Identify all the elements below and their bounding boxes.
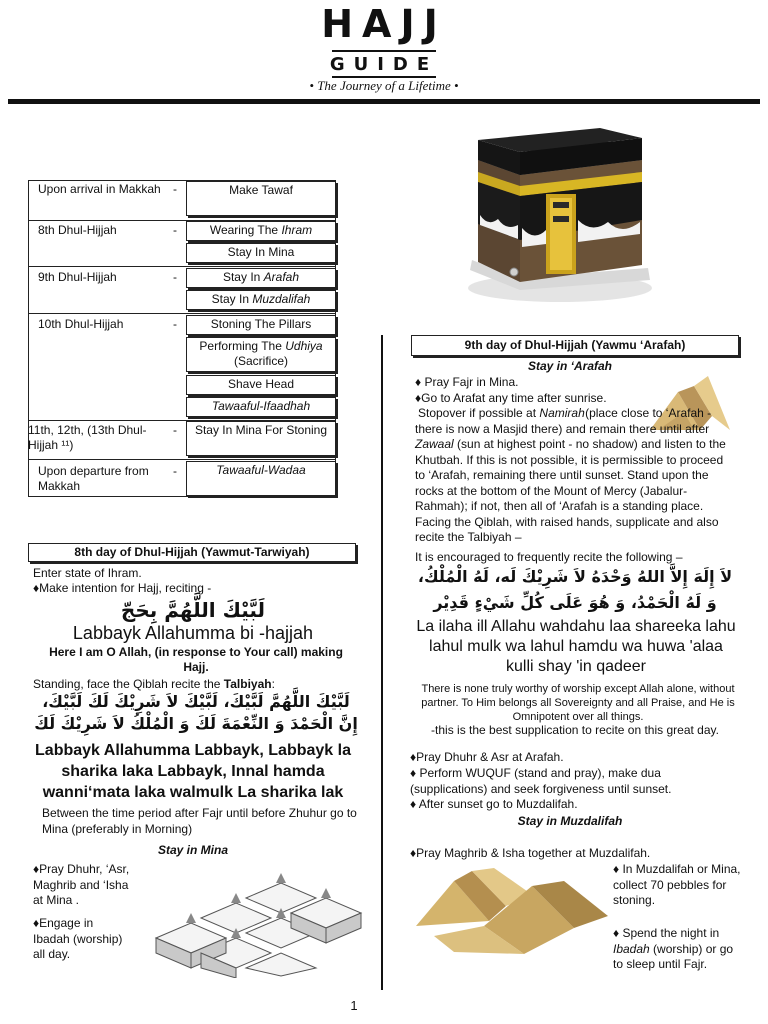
schedule-item: Stay In Arafah [186, 268, 336, 288]
schedule-item: Make Tawaf [186, 181, 336, 216]
column-divider [381, 335, 383, 990]
muzdalifah-bullet-pebbles: ♦ In Muzdalifah or Mina, collect 70 pebbles for stoning. [613, 862, 741, 907]
day8-transliteration-intention: Labbayk Allahumma bi -hajjah [72, 623, 314, 643]
schedule-item: Stoning The Pillars [186, 315, 336, 335]
schedule-dash: - [173, 223, 177, 237]
table-row-divider [28, 459, 336, 460]
schedule-item: Wearing The Ihram [186, 221, 336, 241]
day9-bullet-arafat: ♦Go to Arafat any time after sunrise. [415, 391, 607, 405]
schedule-dash: - [173, 270, 177, 284]
day8-stay-mina-heading: Stay in Mina [157, 843, 228, 857]
schedule-item: Stay In Muzdalifah [186, 290, 336, 310]
day9-heading: 9th day of Dhul-Hijjah (Yawmu ‘Arafah) [411, 335, 739, 356]
schedule-dash: - [173, 423, 177, 437]
day9-arabic-2: وَ لَهُ الْحَمْدُ، وَ هُوَ عَلَى كُلِّ شَيْءٍ قَدِيْر [433, 593, 717, 612]
schedule-date: 11th, 12th, (13th Dhul-Hijjah ¹¹) [28, 423, 147, 452]
schedule-date: 9th Dhul-Hijjah [38, 270, 117, 284]
day8-talbiyah-instruction: Standing, face the Qiblah recite the Talbiyah: [33, 677, 275, 691]
schedule-item: Performing The Udhiya (Sacrifice) [186, 337, 336, 372]
day9-bullet-muzdalifah: ♦ After sunset go to Muzdalifah. [410, 797, 578, 811]
day9-meaning: There is none truly worthy of worship except Allah alone, without partner. To Him belongs all Sovereignty and all Praise, and He is Omnipotent over all things. [421, 683, 735, 723]
schedule-dash: - [173, 182, 177, 196]
day9-paragraph-top: Stopover if possible at Namirah [418, 406, 585, 420]
day9-transliteration: La ilaha ill Allahu wahdahu laa shareeka lahu lahul mulk wa lahul hamdu wa huwa 'alaa kulli shay 'in qadeer [416, 618, 736, 675]
page-number: 1 [350, 998, 358, 1013]
day9-bullet-wuquf: ♦ Perform WUQUF (stand and pray), make dua (supplications) and seek forgiveness until sunset. [410, 766, 672, 796]
day8-transliteration-talbiyah: Labbayk Allahumma Labbayk, Labbayk la sharika laka Labbayk, Innal hamda wanni‘mata laka walmulk La sharika lak [35, 742, 351, 801]
schedule-date: 10th Dhul-Hijjah [38, 317, 124, 331]
day9-encouragement: It is encouraged to frequently recite the following – [415, 550, 683, 564]
schedule-item: Stay In Mina [186, 243, 336, 263]
day8-mina-bullet-2: ♦Engage in Ibadah (worship) all day. [33, 916, 123, 961]
day8-intention-line: ♦Make intention for Hajj, reciting - [33, 581, 212, 595]
day8-mina-bullet-1: ♦Pray Dhuhr, ‘Asr, Maghrib and ‘Isha at Mina . [33, 862, 130, 907]
day8-arabic-intention: لَبَّيْكَ اللَّهُمَّ بِحَجّ [120, 598, 266, 622]
day9-paragraph: (place close to ‘Arafah - there is now a Masjid there) and remain there until after Zawaal (sun at highest point - no shadow) and listen to the Khutbah. If this is not possible, it is permissible to proceed to ‘Arafah, remaining there until sunset. Stand upon the rocks at the bottom of the Mount of Mercy (Jabalur-Rahmah); if not, then all of ‘Arafah is a standing place. Facing the Qiblah, with raised hands, supplicate and also recite the Talbiyah – [415, 406, 726, 544]
day8-arabic-talbiyah-1: لَبَّيْكَ اللَّهُمَّ لَبَّيْكَ، لَبَّيْكَ لاَ شَرِيْكَ لَكَ لَبَّيْكَ، [42, 692, 350, 711]
schedule-dash: - [173, 317, 177, 331]
table-row-divider [28, 266, 336, 267]
masthead-bar [8, 99, 760, 104]
day8-time-note: Between the time period after Fajr until before Zhuhur go to Mina (preferably in Morning) [42, 806, 357, 836]
masthead-tagline: • The Journey of a Lifetime • [309, 78, 459, 93]
day9-stay-muzdalifah-heading: Stay in Muzdalifah [517, 814, 623, 828]
day9-stay-arafah-heading: Stay in ‘Arafah [527, 359, 613, 373]
schedule-item: Stay In Mina For Stoning [186, 421, 336, 456]
schedule-item: Shave Head [186, 375, 336, 395]
schedule-date: 8th Dhul-Hijjah [38, 223, 117, 237]
schedule-item: Tawaaful-Ifaadhah [186, 397, 336, 417]
kaaba-illustration [460, 120, 660, 310]
schedule-date: Upon departure from Makkah [38, 464, 149, 493]
schedule-date: Upon arrival in Makkah [38, 182, 161, 196]
muzdalifah-mountains-illustration [414, 866, 610, 956]
day9-best-supplication: -this is the best supplication to recite on this great day. [431, 723, 719, 737]
muzdalifah-bullet-prayer: ♦Pray Maghrib & Isha together at Muzdalifah. [410, 846, 651, 860]
masthead-subtitle: GUIDE [329, 54, 439, 75]
table-row-divider [28, 313, 336, 314]
day9-bullet-fajr: ♦ Pray Fajr in Mina. [415, 375, 519, 389]
masthead-title: HAJJ [321, 2, 447, 46]
table-border [28, 496, 336, 497]
day8-ihram-line: Enter state of Ihram. [33, 566, 142, 580]
day8-arabic-talbiyah-2: إِنَّ الْحَمْدَ وَ النِّعْمَةَ لَكَ وَ الْمُلْكُ لاَ شَرِيْكَ لَكَ [34, 714, 358, 733]
schedule-item: Tawaaful-Wadaa [186, 461, 336, 496]
mina-tents-illustration [146, 868, 366, 978]
day9-bullet-dhuhr-asr: ♦Pray Dhuhr & Asr at Arafah. [410, 750, 564, 764]
day8-heading: 8th day of Dhul-Hijjah (Yawmut-Tarwiyah) [28, 543, 356, 562]
schedule-dash: - [173, 464, 177, 478]
day8-translation-intention: Here I am O Allah, (in response to Your call) making Hajj. [49, 645, 343, 674]
muzdalifah-bullet-night: ♦ Spend the night in Ibadah (worship) or go to sleep until Fajr. [613, 926, 734, 971]
masthead-rule [332, 50, 436, 52]
day9-arabic-1: لاَ إِلَهَ إِلاَّ اللهُ وَحْدَهُ لاَ شَرِيْكَ لَه، لَهُ الْمُلْكُ، [417, 567, 733, 586]
